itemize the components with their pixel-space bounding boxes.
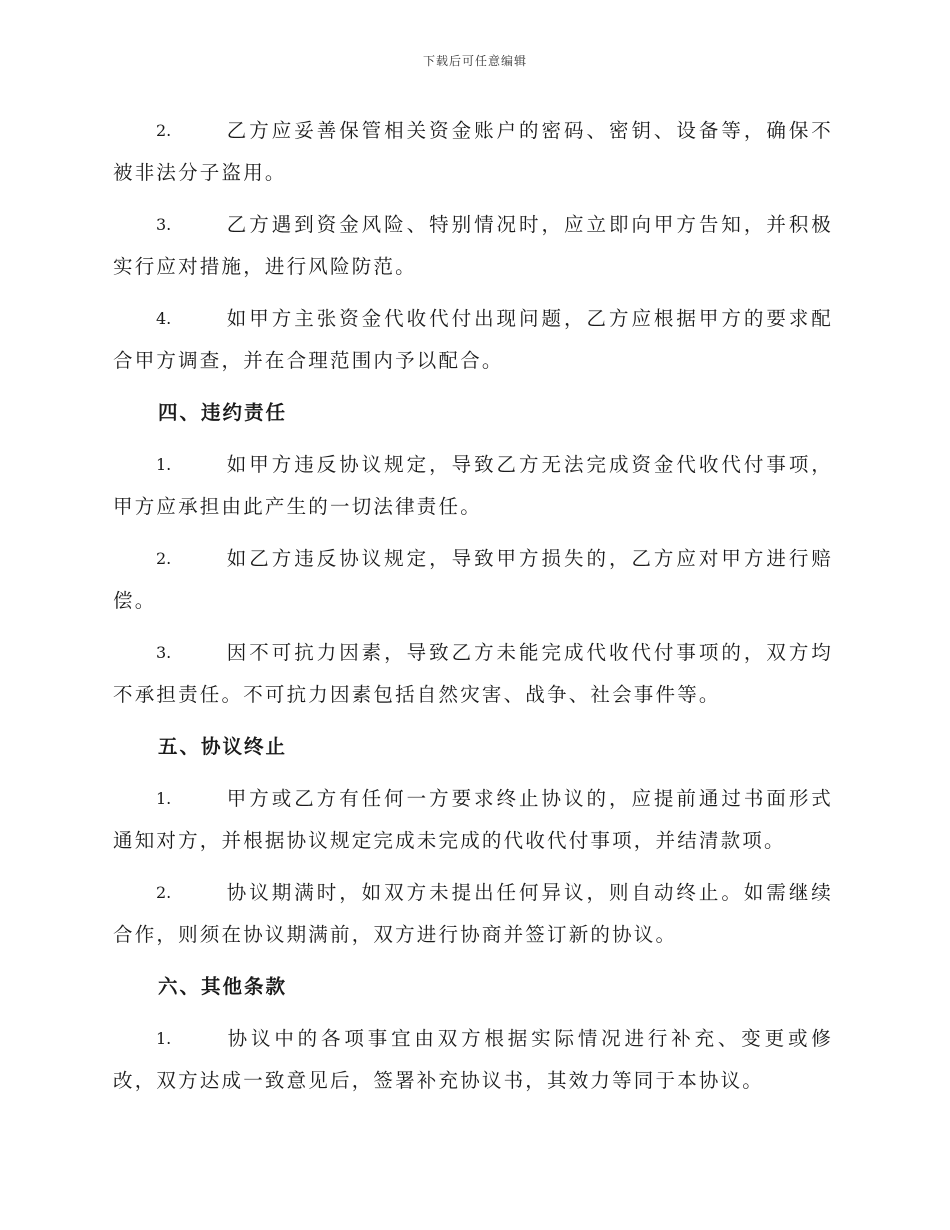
- clause-text: 乙方应妥善保管相关资金账户的密码、密钥、设备等，确保不被非法分子盗用。: [113, 119, 833, 184]
- section-heading: 五、协议终止: [158, 735, 288, 758]
- clause-item: [113, 538, 833, 622]
- clause-item: [113, 778, 833, 862]
- clause-item: [113, 298, 833, 382]
- clause-number: 3.: [156, 643, 172, 662]
- clause-text: 协议期满时，如双方未提出任何异议，则自动终止。如需继续合作，则须在协议期满前，双方进行协商并签订新的协议。: [113, 881, 833, 946]
- clause-number: 2.: [156, 121, 172, 140]
- clause-text: 乙方遇到资金风险、特别情况时，应立即向甲方告知，并积极实行应对措施，进行风险防范。: [113, 213, 833, 278]
- section-heading: 六、其他条款: [158, 975, 288, 998]
- clause-number: 1.: [156, 1029, 172, 1048]
- clause-item: [113, 110, 833, 194]
- clause-text: 如甲方违反协议规定，导致乙方无法完成资金代收代付事项，甲方应承担由此产生的一切法律责任。: [113, 453, 833, 518]
- clause-text: 因不可抗力因素，导致乙方未能完成代收代付事项的，双方均不承担责任。不可抗力因素包括自然灾害、战争、社会事件等。: [113, 641, 833, 706]
- clause-text: 如乙方违反协议规定，导致甲方损失的，乙方应对甲方进行赔偿。: [113, 547, 833, 612]
- clause-text: 协议中的各项事宜由双方根据实际情况进行补充、变更或修改，双方达成一致意见后，签署补充协议书，其效力等同于本协议。: [113, 1027, 833, 1092]
- clause-number: 1.: [156, 455, 172, 474]
- clause-text: 甲方或乙方有任何一方要求终止协议的，应提前通过书面形式通知对方，并根据协议规定完成未完成的代收代付事项，并结清款项。: [113, 787, 833, 852]
- clause-text: 如甲方主张资金代收代付出现问题，乙方应根据甲方的要求配合甲方调查，并在合理范围内予以配合。: [113, 307, 833, 372]
- clause-number: 3.: [156, 215, 172, 234]
- section-heading: 四、违约责任: [158, 401, 288, 424]
- clause-number: 2.: [156, 883, 172, 902]
- clause-item: [113, 444, 833, 528]
- clause-number: 4.: [156, 309, 172, 328]
- clause-item: [113, 632, 833, 716]
- clause-item: [113, 1018, 833, 1102]
- clause-item: [113, 204, 833, 288]
- page-header: 下载后可任意编辑: [422, 54, 527, 68]
- document-body: [113, 110, 833, 1112]
- clause-number: 2.: [156, 549, 172, 568]
- clause-item: [113, 872, 833, 956]
- clause-number: 1.: [156, 789, 172, 808]
